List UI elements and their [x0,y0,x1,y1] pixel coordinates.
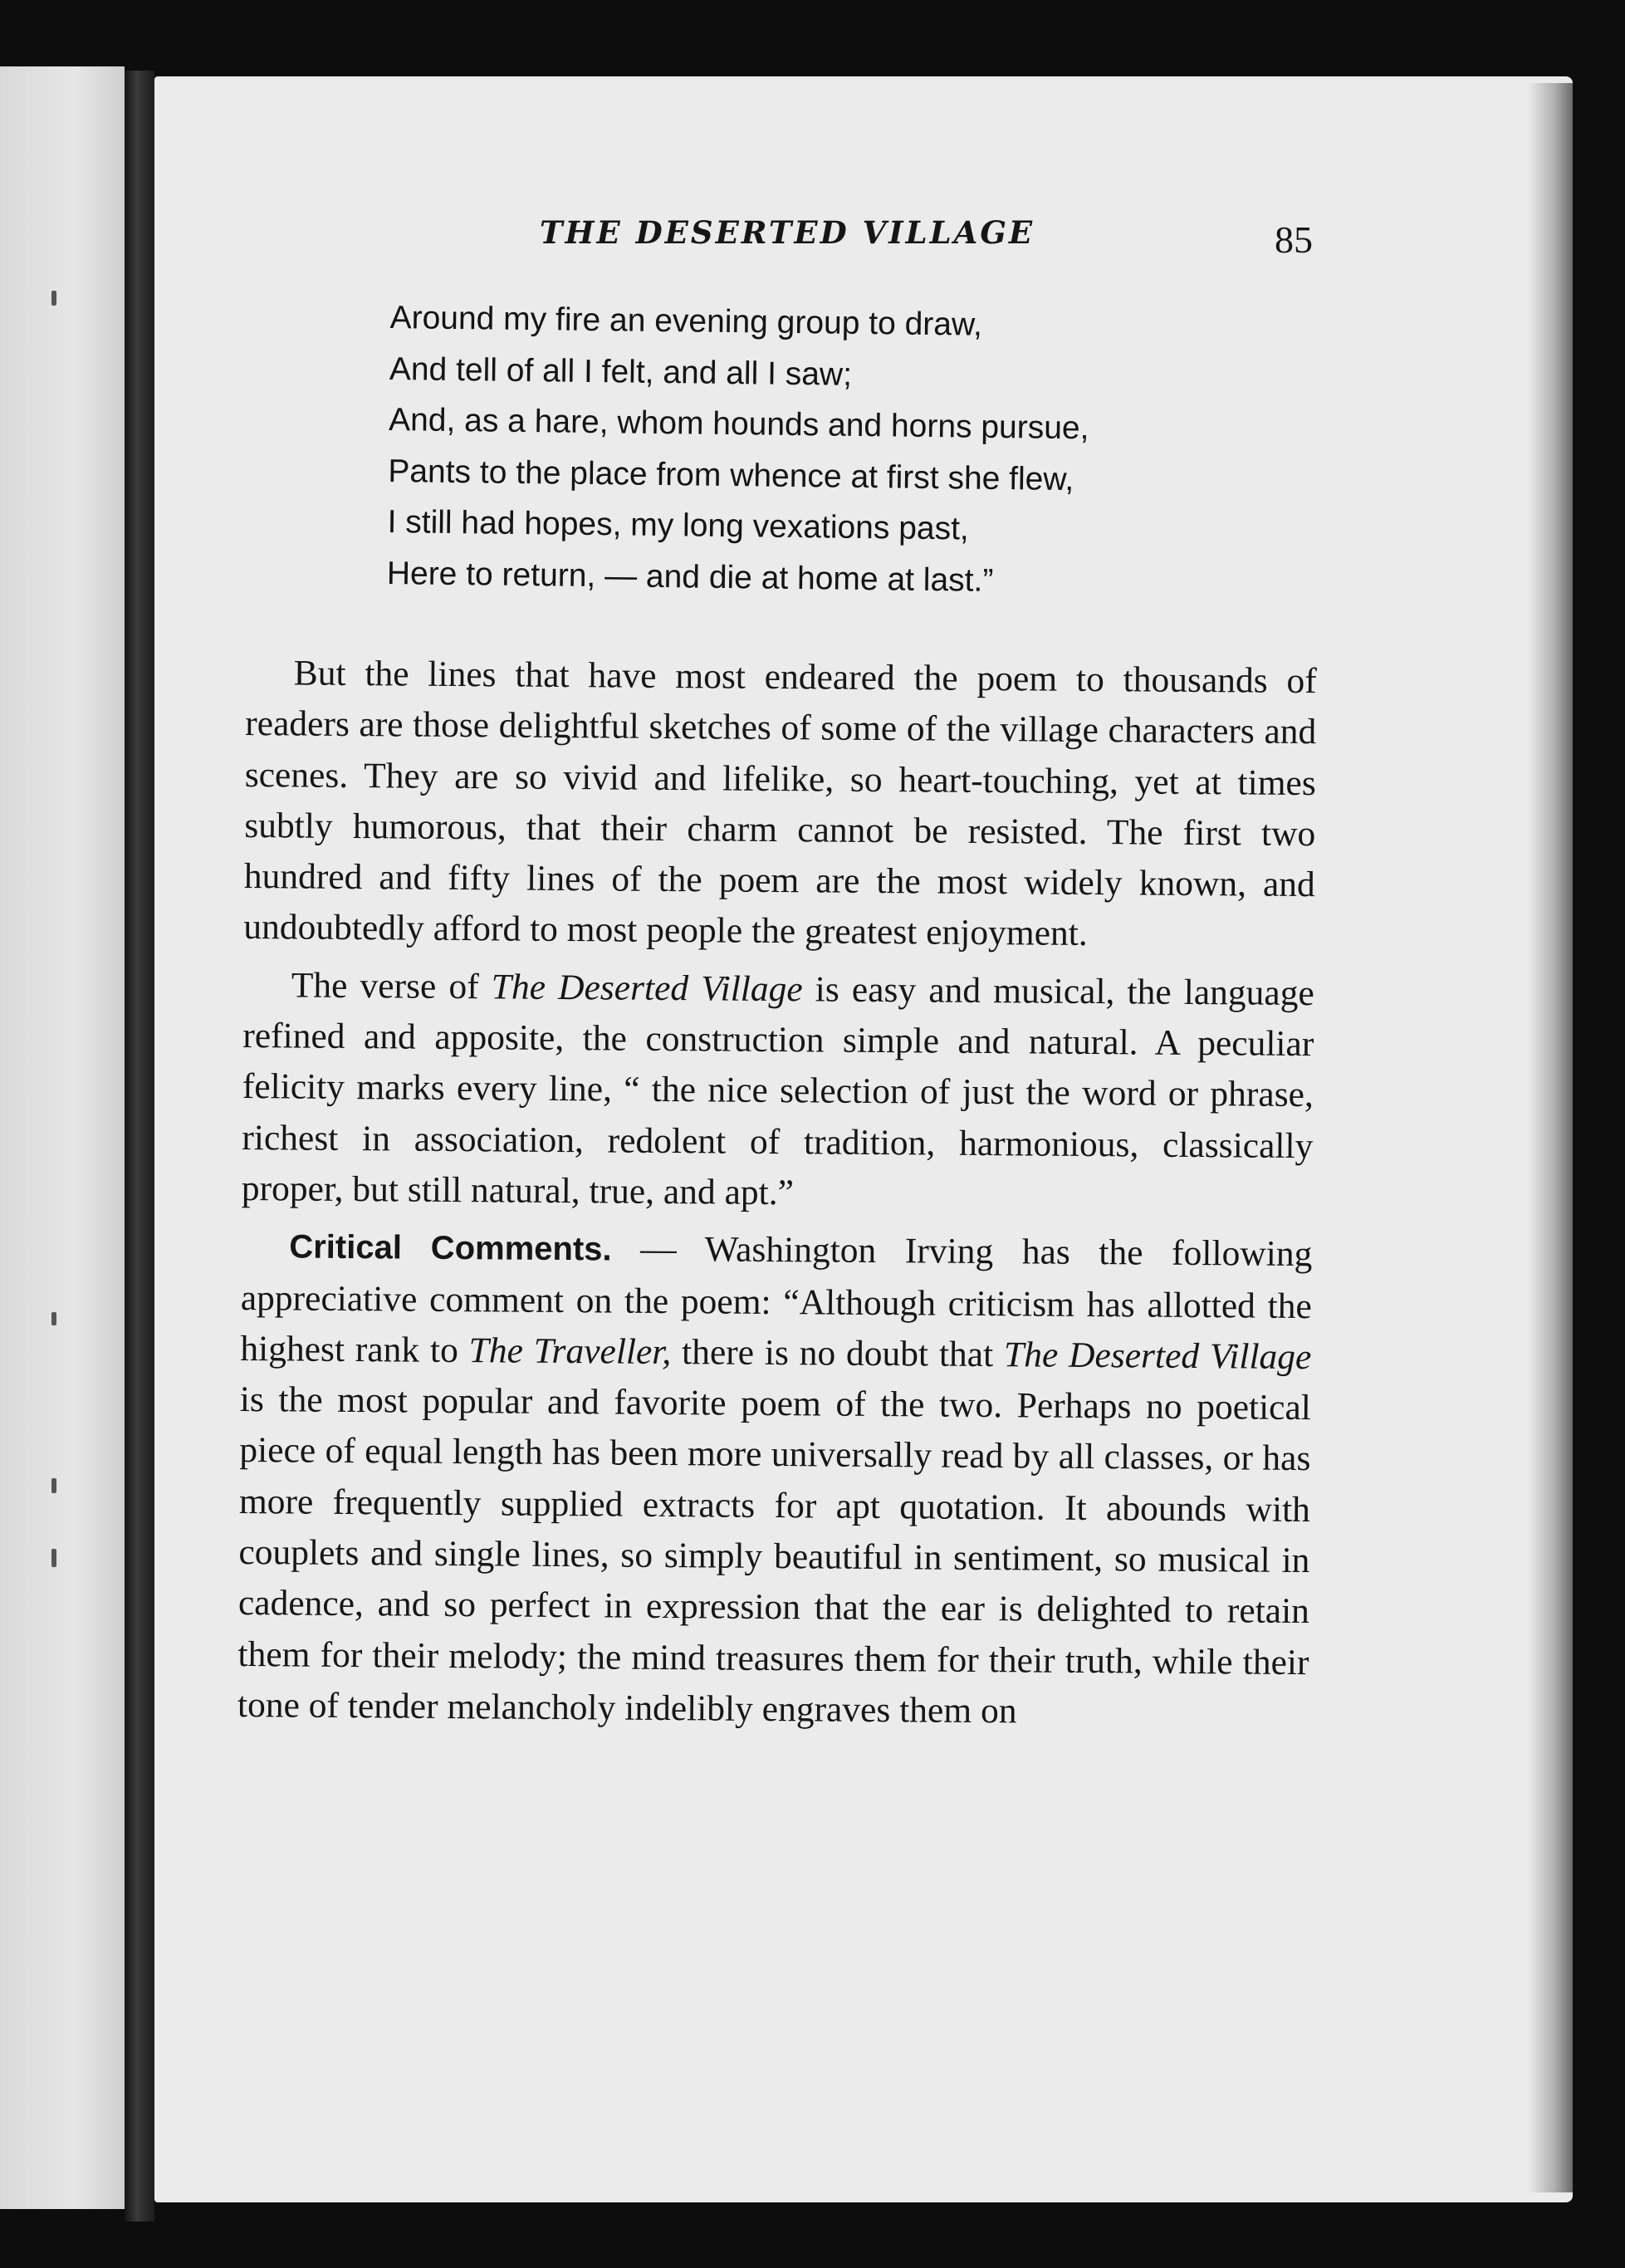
facing-page-mark [51,1312,56,1325]
facing-page-edge [0,66,125,2209]
paragraph-text: is easy and musical, the language refined and apposite, the construction simple and natural. A peculiar felicity marks every line, “ the nice selection of just the word or phrase, richest in association, redolent of tradition, harmonious, classically proper, but still natural, true, and apt.” [241,969,1314,1213]
verse-line: Here to return, — and die at home at last.” [386,555,994,599]
verse-line: And tell of all I felt, and all I saw; [389,350,853,393]
facing-page-mark [51,291,56,306]
paragraph [242,960,1314,1223]
paragraph-text: The verse of [291,965,492,1007]
running-head: THE DESERTED VILLAGE [540,214,1035,251]
paragraph: But the lines that have most endeared the poem to thousands of readers are those delightful sketches of some of the village characters and scenes. They are so vivid and lifelike, so heart-touching, yet at times subtly humorous, that their charm cannot be resisted. The first two hundred and fifty lines of the poem are the most widely known, and undoubtedly afford to most people the greatest enjoyment. [243,653,1317,954]
work-title: The Deserted Village [491,967,803,1010]
verse-line: Around my fire an evening group to draw, [389,299,983,343]
work-title: The Traveller, [468,1330,672,1372]
section-heading: Critical Comments. [289,1228,612,1268]
verse-quotation [386,292,1336,610]
page-edge-shadow [1528,83,1573,2192]
verse-line: Pants to the place from whence at first she flew, [388,453,1074,497]
verse-line: And, as a hare, whom hounds and horns pursue, [388,401,1089,447]
verse-line: I still had hopes, my long vexations past, [387,503,970,547]
paragraph-text: there is no doubt that [671,1331,1005,1375]
paragraph-text: — Washington Irving has the following appreciative comment on the poem: “Although criticism has allotted the highest rank to [240,1228,1313,1370]
page-number: 85 [1275,218,1313,261]
paragraph-text: is the most popular and favorite poem of the two. Perhaps no poetical piece of equal length has been more universally read by all classes, or has more frequently supplied extracts for apt quotation. It abounds with couplets and single lines, so simply beautiful in sentiment, so musical in cadence, and so perfect in expression that the ear is delighted to retain them for their melody; the mind treasures them for their truth, while their tone of tender melancholy indelibly engraves them on [237,1379,1312,1732]
paragraph [237,1221,1313,1739]
facing-page-mark [51,1478,56,1493]
body-text [237,648,1317,1746]
work-title: The Deserted Village [1003,1335,1312,1377]
facing-page-mark [51,1549,56,1567]
book-gutter [125,71,154,2221]
